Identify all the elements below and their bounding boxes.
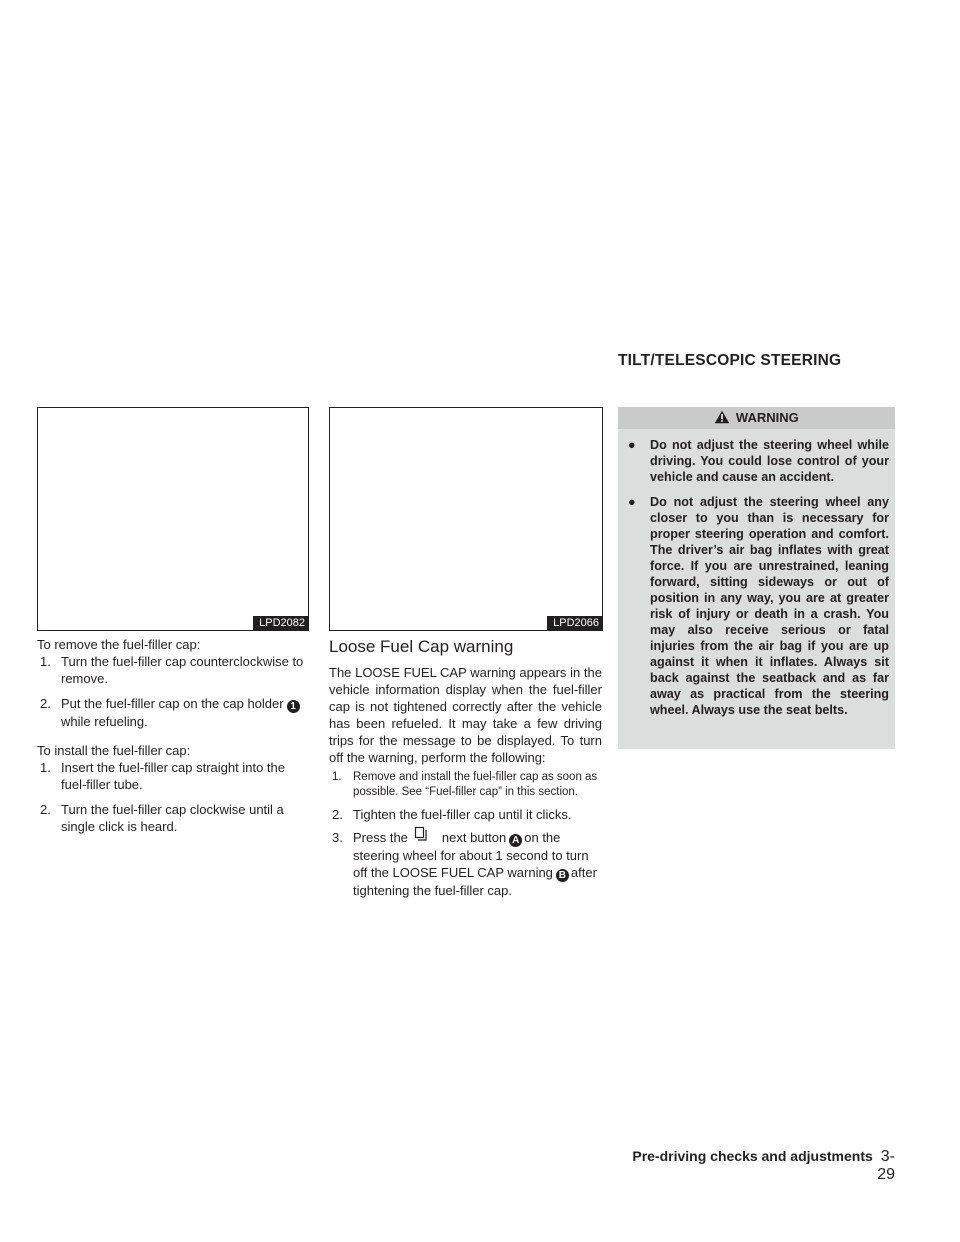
warning-list (618, 429, 895, 718)
warning-title: WARNING (735, 410, 799, 425)
middle-column (329, 636, 602, 907)
remove-intro: To remove the fuel-filler cap: (37, 637, 201, 652)
figure-label: LPD2066 (547, 616, 602, 630)
section-title: TILT/TELESCOPIC STEERING (618, 352, 842, 369)
loose-cap-step-2: 2. Tighten the fuel-filler cap until it clicks. (332, 807, 572, 822)
figure-fuel-cap-holder (37, 407, 309, 631)
remove-step-2: 2. Put the fuel-filler cap on the cap holder 1while refueling. (37, 695, 309, 730)
install-step-1: 1. Insert the fuel-filler cap straight into the fuel-filler tube. (40, 760, 286, 792)
page-footer (618, 1148, 895, 1184)
loose-cap-step-3: 3. Press the next button A on the steering wheel for about 1 second to turn off the LOOSE FUEL CAP warning B after tightening the fuel-filler cap. (329, 829, 602, 899)
figure-label: LPD2082 (253, 616, 308, 630)
callout-a-icon: A (509, 834, 522, 847)
next-button-icon (408, 830, 442, 844)
callout-1-icon: 1 (287, 700, 300, 713)
warning-item: ● Do not adjust the steering wheel while driving. You could lose control of your vehicle and cause an accident. (628, 438, 889, 484)
callout-b-icon: B (556, 869, 569, 882)
remove-step-1: 1. Turn the fuel-filler cap counterclockwise to remove. (40, 654, 304, 686)
loose-fuel-cap-intro: The LOOSE FUEL CAP warning appears in the vehicle information display when the fuel-filler cap is not tightened correctly after the vehicle has been refueled. It may take a few driving trips for the message to be displayed. To turn off the warning, perform the following: (329, 665, 602, 765)
loose-cap-step-1: 1. Remove and install the fuel-filler cap as soon as possible. See “Fuel-filler cap” in this section. (332, 771, 598, 798)
loose-fuel-cap-heading: Loose Fuel Cap warning (329, 637, 514, 656)
install-step-2: 2. Turn the fuel-filler cap clockwise until a single click is heard. (40, 802, 284, 834)
chapter-title: Pre-driving checks and adjustments (632, 1148, 873, 1164)
warning-item: ● Do not adjust the steering wheel any closer to you than is necessary for proper steering operation and comfort. The driver’s air bag inflates with great force. If you are unrestrained, leaning forward, sitting sideways or out of position in any way, you are at greater risk of injury or death in a crash. You may also receive serious or fatal injuries from the air bag if you are up against it when it inflates. Always sit back against the seatback and as far away as practical from the steering wheel. Always use the seat belts. (628, 495, 889, 717)
warning-header (618, 407, 895, 429)
warning-triangle-icon (714, 410, 730, 424)
warning-box (618, 407, 895, 749)
install-intro: To install the fuel-filler cap: (37, 743, 191, 758)
left-column (37, 636, 309, 843)
figure-loose-fuel-cap-display (329, 407, 603, 631)
page-number: 3-29 (877, 1148, 895, 1183)
